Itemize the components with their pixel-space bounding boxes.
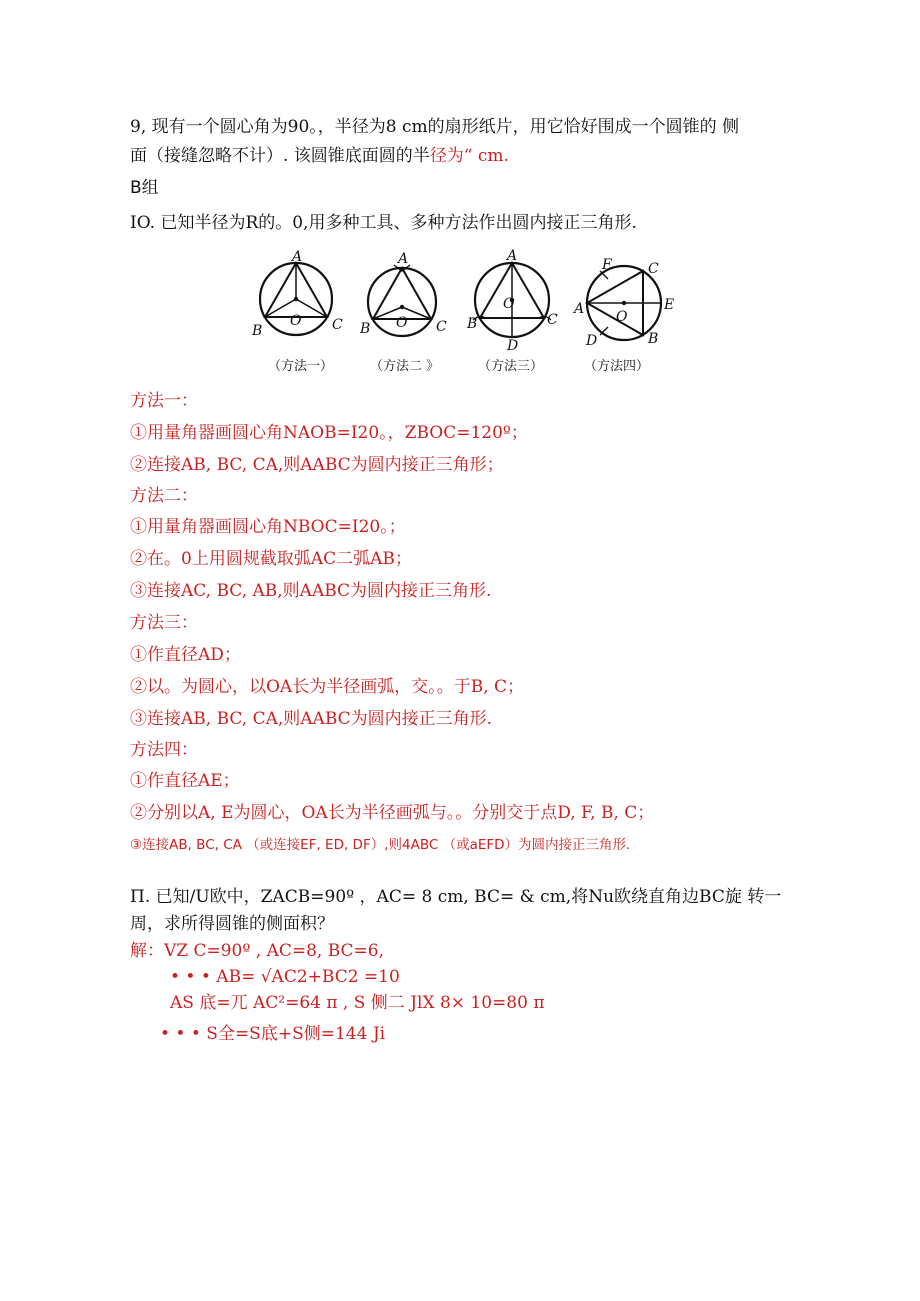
question-9-line-2-text: 面（接缝忽略不计）. 该圆锥底面圆的半	[130, 146, 430, 166]
question-9-answer: 径为“ cm.	[429, 146, 509, 166]
fig2-label-b: B	[360, 321, 371, 337]
fig2-label-c: C	[436, 319, 447, 335]
figure-method-1-drawing	[248, 249, 348, 345]
group-b-heading: B组	[130, 178, 159, 198]
fig1-label-b: B	[252, 323, 263, 339]
figure-method-2	[360, 251, 460, 349]
method-4-step-2: ②分别以A, E为圆心，OA长为半径画弧与。。分别交于点D, F, B, C；	[130, 803, 655, 823]
method-4-step-3: ③连接AB, BC, CA （或连接EF, ED, DF）,则4ABC （或aEFD）为圆内接正三角形.	[130, 837, 631, 853]
method-3-step-3: ③连接AB, BC, CA,则AABC为圆内接正三角形.	[130, 709, 493, 729]
fig4-label-b: B	[648, 331, 659, 347]
method-3-step-2: ②以。为圆心，以OA长为半径画弧，交。。于B, C；	[130, 677, 525, 697]
solution-line-3: AS 底=兀 AC²=64 π , S 侧二 JlX 8× 10=80 π	[170, 993, 545, 1013]
method-1-title: 方法一：	[130, 391, 198, 411]
fig4-label-a: A	[574, 301, 585, 317]
figure-method-3	[465, 250, 565, 354]
fig2-label-o: O	[396, 315, 408, 331]
method-3-step-1: ①作直径AD；	[130, 645, 241, 665]
method-1-step-2: ②连接AB, BC, CA,则AABC为圆内接正三角形；	[130, 455, 504, 475]
question-10-text: IO. 已知半径为R的。0,用多种工具、多种方法作出圆内接正三角形.	[130, 213, 637, 233]
fig4-label-c: C	[648, 261, 659, 277]
figure-method-3-caption: （方法三）	[478, 359, 544, 374]
solution-line-1: 解：VZ C=90º , AC=8, BC=6,	[130, 941, 385, 961]
fig3-label-o: O	[503, 296, 515, 312]
method-4-step-1: ①作直径AE；	[130, 771, 240, 791]
fig1-label-a: A	[292, 249, 303, 265]
figure-method-4-drawing	[572, 255, 677, 350]
fig3-label-d: D	[507, 338, 519, 354]
figure-method-2-caption: （方法二 》	[370, 359, 440, 374]
fig3-label-b: B	[467, 316, 478, 332]
fig2-label-a: A	[398, 251, 409, 267]
method-2-title: 方法二：	[130, 486, 198, 506]
figure-method-3-drawing	[465, 248, 565, 354]
figure-method-1	[248, 249, 348, 349]
solution-line-2: • • • AB= √AC2+BC2 =10	[170, 967, 400, 987]
question-11-line-1: Π. 已知/U欧中，ZACB=90º ，AC= 8 cm, BC= & cm,将Nu欧绕直角边BC旋 转一	[130, 887, 782, 907]
question-11-line-2: 周，求所得圆锥的侧面积？	[130, 914, 334, 934]
fig1-label-o: O	[290, 313, 302, 329]
fig3-label-a: A	[507, 248, 518, 264]
question-9-line-1: 9, 现有一个圆心角为90。，半径为8 cm的扇形纸片，用它恰好围成一个圆锥的 侧	[130, 117, 740, 137]
method-4-title: 方法四：	[130, 740, 198, 760]
method-1-step-1: ①用量角器画圆心角NAOB=I20。，ZBOC=120º；	[130, 423, 528, 443]
question-9-line-2	[130, 145, 509, 167]
figure-method-2-drawing	[360, 251, 460, 345]
figure-method-4	[572, 255, 677, 354]
method-3-title: 方法三：	[130, 613, 198, 633]
solution-line-4: • • • S全=S底+S侧=144 Ji	[160, 1024, 386, 1044]
method-2-step-1: ①用量角器画圆心角NBOC=I20。；	[130, 517, 406, 537]
figure-method-4-caption: （方法四）	[584, 359, 650, 374]
fig4-label-o: O	[616, 309, 628, 325]
fig4-label-f: F	[602, 257, 612, 273]
method-2-step-3: ③连接AC, BC, AB,则AABC为圆内接正三角形.	[130, 581, 492, 601]
fig1-label-c: C	[332, 317, 343, 333]
fig3-label-c: C	[547, 312, 558, 328]
fig4-label-d: D	[586, 333, 598, 349]
method-2-step-2: ②在。0上用圆规截取弧AC二弧AB；	[130, 549, 412, 569]
figure-method-1-caption: （方法一）	[268, 359, 334, 374]
fig4-label-e: E	[664, 297, 675, 313]
